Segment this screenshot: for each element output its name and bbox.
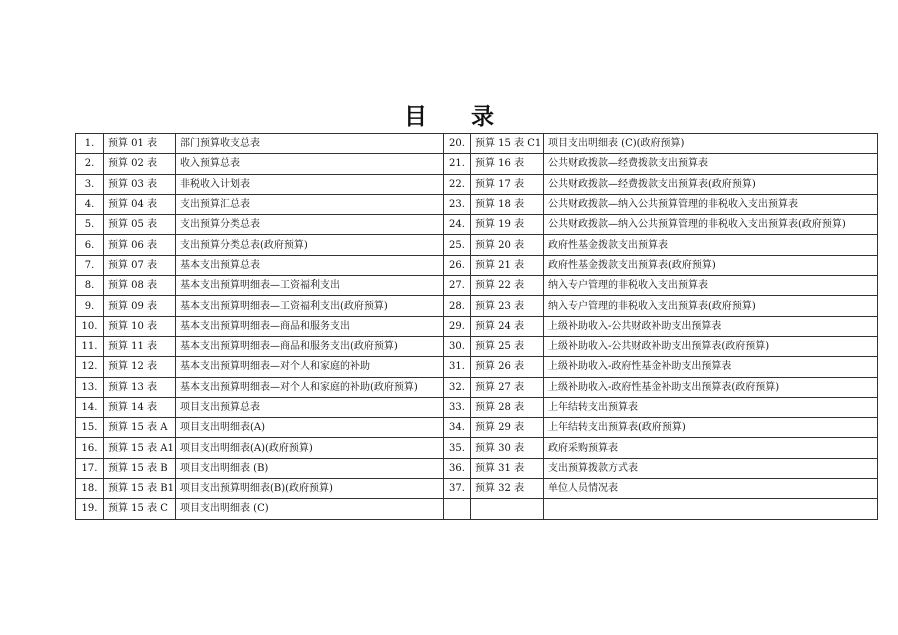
- table-row: [76, 215, 878, 235]
- toc-number: 36.: [444, 458, 471, 478]
- toc-code: 预算 11 表: [104, 336, 176, 356]
- toc-entry-name[interactable]: 公共财政拨款—经费拨款支出预算表(政府预算): [544, 174, 878, 194]
- toc-number: 6.: [76, 235, 104, 255]
- toc-code: 预算 14 表: [104, 397, 176, 417]
- toc-number: 30.: [444, 336, 471, 356]
- toc-number: 11.: [76, 336, 104, 356]
- table-row: [76, 154, 878, 174]
- toc-number: 10.: [76, 316, 104, 336]
- toc-number: 8.: [76, 276, 104, 296]
- toc-code: 预算 16 表: [471, 154, 544, 174]
- toc-entry-name[interactable]: 上年结转支出预算表(政府预算): [544, 418, 878, 438]
- toc-code: 预算 15 表 A1: [104, 438, 176, 458]
- toc-code: 预算 02 表: [104, 154, 176, 174]
- table-row: [76, 174, 878, 194]
- toc-entry-name[interactable]: 项目支出预算明细表(B)(政府预算): [176, 479, 444, 499]
- toc-entry-name[interactable]: 基本支出预算明细表—工资福利支出: [176, 276, 444, 296]
- table-row: [76, 418, 878, 438]
- toc-entry-name[interactable]: 非税收入计划表: [176, 174, 444, 194]
- toc-entry-name[interactable]: 基本支出预算明细表—对个人和家庭的补助(政府预算): [176, 377, 444, 397]
- toc-entry-name[interactable]: 上级补助收入-公共财政补助支出预算表: [544, 316, 878, 336]
- toc-number: 3.: [76, 174, 104, 194]
- toc-number: 12.: [76, 357, 104, 377]
- toc-number: 21.: [444, 154, 471, 174]
- toc-code: 预算 15 表 B1: [104, 479, 176, 499]
- toc-code: 预算 20 表: [471, 235, 544, 255]
- table-row: [76, 377, 878, 397]
- toc-entry-name[interactable]: 政府采购预算表: [544, 438, 878, 458]
- toc-number: 23.: [444, 194, 471, 214]
- toc-code: 预算 18 表: [471, 194, 544, 214]
- toc-code: [471, 499, 544, 519]
- toc-entry-name[interactable]: 政府性基金拨款支出预算表: [544, 235, 878, 255]
- toc-number: 16.: [76, 438, 104, 458]
- toc-code: 预算 10 表: [104, 316, 176, 336]
- toc-code: 预算 25 表: [471, 336, 544, 356]
- toc-number: 26.: [444, 255, 471, 275]
- toc-code: 预算 15 表 C1: [471, 134, 544, 154]
- table-row: [76, 235, 878, 255]
- table-row: [76, 397, 878, 417]
- toc-entry-name[interactable]: 公共财政拨款—纳入公共预算管理的非税收入支出预算表(政府预算): [544, 215, 878, 235]
- toc-code: 预算 05 表: [104, 215, 176, 235]
- toc-code: 预算 27 表: [471, 377, 544, 397]
- toc-entry-name[interactable]: 基本支出预算明细表—商品和服务支出(政府预算): [176, 336, 444, 356]
- toc-code: 预算 13 表: [104, 377, 176, 397]
- toc-number: 2.: [76, 154, 104, 174]
- toc-number: 18.: [76, 479, 104, 499]
- toc-code: 预算 28 表: [471, 397, 544, 417]
- toc-code: 预算 15 表 A: [104, 418, 176, 438]
- toc-code: 预算 08 表: [104, 276, 176, 296]
- toc-number: 24.: [444, 215, 471, 235]
- table-row: [76, 357, 878, 377]
- table-row: [76, 458, 878, 478]
- toc-entry-name[interactable]: 单位人员情况表: [544, 479, 878, 499]
- toc-number: 1.: [76, 134, 104, 154]
- toc-entry-name[interactable]: 上年结转支出预算表: [544, 397, 878, 417]
- toc-number: 37.: [444, 479, 471, 499]
- toc-entry-name[interactable]: 项目支出明细表 (B): [176, 458, 444, 478]
- toc-entry-name[interactable]: 支出预算汇总表: [176, 194, 444, 214]
- toc-code: 预算 19 表: [471, 215, 544, 235]
- toc-code: 预算 09 表: [104, 296, 176, 316]
- toc-number: 31.: [444, 357, 471, 377]
- toc-entry-name[interactable]: 项目支出明细表 (C): [176, 499, 444, 519]
- toc-number: 7.: [76, 255, 104, 275]
- toc-code: 预算 17 表: [471, 174, 544, 194]
- toc-number: 9.: [76, 296, 104, 316]
- toc-number: 14.: [76, 397, 104, 417]
- toc-entry-name[interactable]: 项目支出明细表(A)(政府预算): [176, 438, 444, 458]
- table-row: [76, 336, 878, 356]
- toc-entry-name[interactable]: 基本支出预算明细表—工资福利支出(政府预算): [176, 296, 444, 316]
- toc-number: 13.: [76, 377, 104, 397]
- toc-code: 预算 06 表: [104, 235, 176, 255]
- toc-entry-name[interactable]: 公共财政拨款—经费拨款支出预算表: [544, 154, 878, 174]
- table-row: [76, 134, 878, 154]
- toc-number: 15.: [76, 418, 104, 438]
- toc-number: 25.: [444, 235, 471, 255]
- table-row: [76, 479, 878, 499]
- toc-code: 预算 01 表: [104, 134, 176, 154]
- toc-code: 预算 26 表: [471, 357, 544, 377]
- toc-entry-name[interactable]: 项目支出明细表(A): [176, 418, 444, 438]
- toc-entry-name[interactable]: 纳入专户管理的非税收入支出预算表: [544, 276, 878, 296]
- toc-code: 预算 03 表: [104, 174, 176, 194]
- toc-code: 预算 21 表: [471, 255, 544, 275]
- toc-entry-name[interactable]: 上级补助收入-政府性基金补助支出预算表: [544, 357, 878, 377]
- toc-entry-name[interactable]: 上级补助收入-公共财政补助支出预算表(政府预算): [544, 336, 878, 356]
- toc-entry-name[interactable]: 基本支出预算总表: [176, 255, 444, 275]
- toc-table: [75, 133, 878, 520]
- toc-entry-name[interactable]: 支出预算分类总表(政府预算): [176, 235, 444, 255]
- toc-number: 35.: [444, 438, 471, 458]
- toc-entry-name[interactable]: 公共财政拨款—纳入公共预算管理的非税收入支出预算表: [544, 194, 878, 214]
- toc-number: 17.: [76, 458, 104, 478]
- table-row: [76, 194, 878, 214]
- table-row: [76, 499, 878, 519]
- toc-code: 预算 32 表: [471, 479, 544, 499]
- page-title: 目 录: [403, 104, 512, 130]
- toc-number: 33.: [444, 397, 471, 417]
- toc-entry-name[interactable]: 支出预算拨款方式表: [544, 458, 878, 478]
- toc-code: 预算 24 表: [471, 316, 544, 336]
- toc-number: 4.: [76, 194, 104, 214]
- toc-number: 19.: [76, 499, 104, 519]
- toc-number: 32.: [444, 377, 471, 397]
- toc-code: 预算 15 表 C: [104, 499, 176, 519]
- toc-entry-name[interactable]: 上级补助收入-政府性基金补助支出预算表(政府预算): [544, 377, 878, 397]
- table-row: [76, 316, 878, 336]
- toc-number: [444, 499, 471, 519]
- toc-code: 预算 15 表 B: [104, 458, 176, 478]
- toc-number: 20.: [444, 134, 471, 154]
- toc-code: 预算 22 表: [471, 276, 544, 296]
- table-row: [76, 255, 878, 275]
- toc-number: 27.: [444, 276, 471, 296]
- table-row: [76, 438, 878, 458]
- toc-number: 29.: [444, 316, 471, 336]
- toc-entry-name[interactable]: 项目支出明细表 (C)(政府预算): [544, 134, 878, 154]
- toc-entry-name[interactable]: 部门预算收支总表: [176, 134, 444, 154]
- toc-code: 预算 31 表: [471, 458, 544, 478]
- toc-entry-name[interactable]: [544, 499, 878, 519]
- toc-entry-name[interactable]: 基本支出预算明细表—对个人和家庭的补助: [176, 357, 444, 377]
- toc-entry-name[interactable]: 收入预算总表: [176, 154, 444, 174]
- toc-code: 预算 04 表: [104, 194, 176, 214]
- toc-entry-name[interactable]: 基本支出预算明细表—商品和服务支出: [176, 316, 444, 336]
- toc-number: 34.: [444, 418, 471, 438]
- toc-number: 22.: [444, 174, 471, 194]
- toc-code: 预算 29 表: [471, 418, 544, 438]
- toc-entry-name[interactable]: 项目支出预算总表: [176, 397, 444, 417]
- toc-number: 5.: [76, 215, 104, 235]
- toc-number: 28.: [444, 296, 471, 316]
- toc-code: 预算 07 表: [104, 255, 176, 275]
- table-row: [76, 276, 878, 296]
- toc-code: 预算 23 表: [471, 296, 544, 316]
- toc-code: 预算 12 表: [104, 357, 176, 377]
- toc-entry-name[interactable]: 政府性基金拨款支出预算表(政府预算): [544, 255, 878, 275]
- toc-entry-name[interactable]: 支出预算分类总表: [176, 215, 444, 235]
- toc-entry-name[interactable]: 纳入专户管理的非税收入支出预算表(政府预算): [544, 296, 878, 316]
- table-row: [76, 296, 878, 316]
- toc-code: 预算 30 表: [471, 438, 544, 458]
